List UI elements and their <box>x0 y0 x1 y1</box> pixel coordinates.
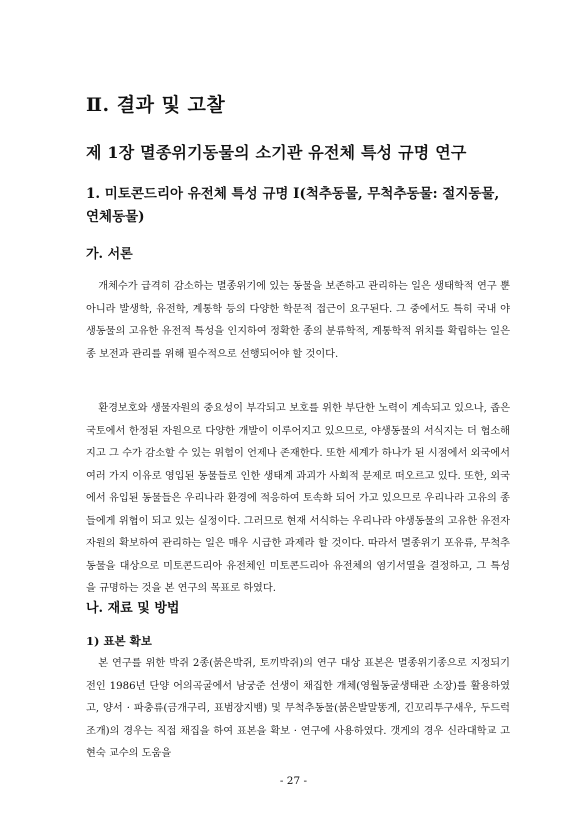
materials-methods-heading: 나. 재료 및 방법 <box>86 601 180 616</box>
introduction-paragraph-2: 환경보호와 생물자원의 중요성이 부각되고 보호를 위한 부단한 노력이 계속되고 있으나, 좁은 국토에서 한정된 자원으로 다양한 개발이 이루어지고 있으므로, 야생동물의 서식지는 더 협소해지고 그 수가 감소할 수 있는 위험이 언제나 존재한다. 또한 세계가 하나가 된 시점에서 외국에서 여러 가지 이유로 영입된 동물들로 인한 생태계 과괴가 사회적 문제로 떠오르고 있다. 또한, 외국에서 유입된 동물들은 우리나라 환경에 적응하여 토속화 되어 가고 있으므로 우리나라 고유의 종들에게 위협이 되고 있는 실정이다. 그러므로 현재 서식하는 우리나라 야생동물의 고유한 유전자 자원의 확보하여 관리하는 일은 매우 시급한 과제라 할 것이다. 따라서 멸종위기 포유류, 무척추동물을 대상으로 미토콘드리아 유전체인 미토콘드리아 유전체의 염기서열을 결정하고, 그 특성을 규명하는 것을 본 연구의 목표로 하였다. <box>86 403 510 594</box>
chapter-heading: Ⅱ. 결과 및 고찰 <box>86 94 226 116</box>
section-heading: 제 1장 멸종위기동물의 소기관 유전체 특성 규명 연구 <box>86 143 467 162</box>
subsection-heading: 1. 미토콘드리아 유전체 특성 규명 I(척추동물, 무척추동물: 절지동물, 연체동물) <box>86 186 500 225</box>
introduction-heading: 가. 서론 <box>86 247 133 262</box>
sample-acquisition-heading: 1) 표본 확보 <box>86 634 152 648</box>
sample-acquisition-paragraph: 본 연구를 위한 박쥐 2종(붉은박쥐, 토끼박쥐)의 연구 대상 표본은 멸종위기종으로 지정되기 전인 1986년 단양 어의곡굴에서 남궁준 선생이 채집한 개체(영월동굴생태관 소장)를 활용하였고, 양서 · 파충류(금개구리, 표범장지뱀) 및 무척추동물(붉은발말똥게, 긴꼬리투구새우, 두드럭조개)의 경우는 직접 채집을 하여 표본을 확보 · 연구에 사용하였다. 갯게의 경우 신라대학교 고현숙 교수의 도움을 <box>86 658 510 759</box>
introduction-paragraph-1: 개체수가 급격히 감소하는 멸종위기에 있는 동물을 보존하고 관리하는 일은 생태학적 연구 뿐 아니라 발생학, 유전학, 계통학 등의 다양한 학문적 접근이 요구된다. 그 중에서도 특히 국내 야생동물의 고유한 유전적 특성을 인지하여 정확한 종의 분류학적, 계통학적 위치를 확립하는 일은 종 보전과 관리를 위해 필수적으로 선행되어야 할 것이다. <box>86 281 510 360</box>
page-number: - 27 - <box>279 775 308 787</box>
